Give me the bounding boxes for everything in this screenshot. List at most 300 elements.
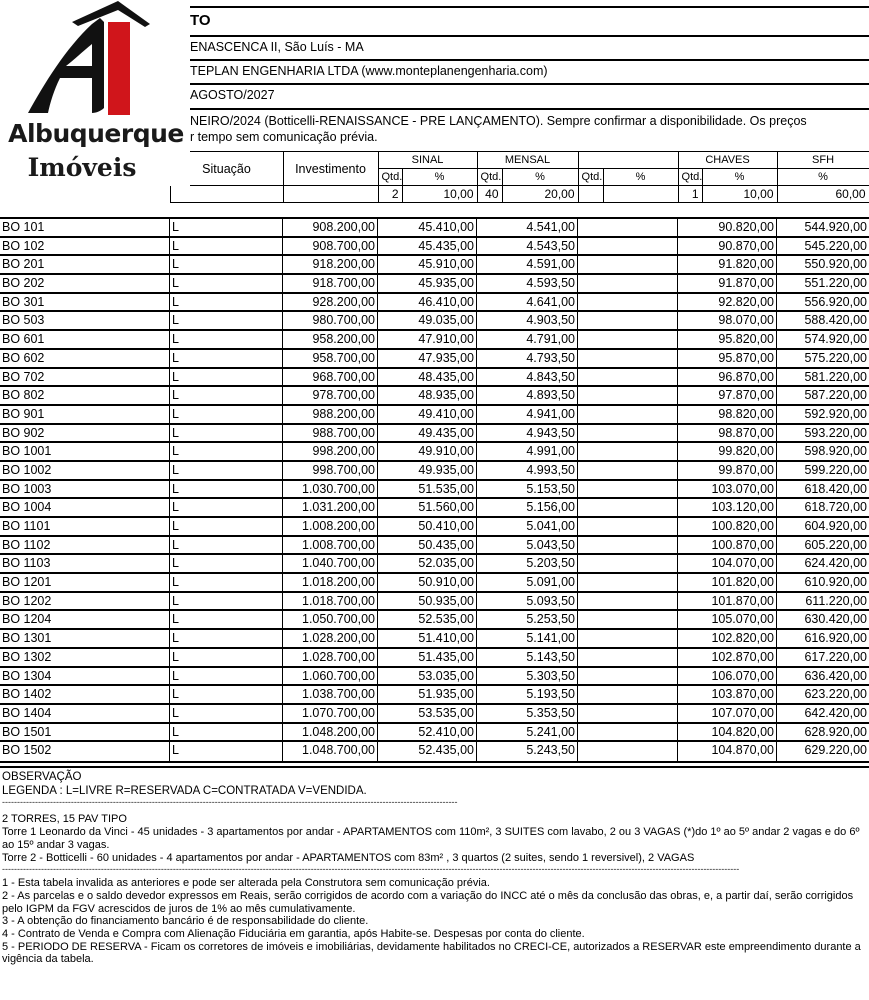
situacao-cell: L	[170, 537, 283, 554]
table-row	[0, 668, 869, 687]
blank-pct-label: %	[603, 169, 678, 186]
situacao-cell: L	[170, 406, 283, 423]
situacao-cell: L	[170, 294, 283, 311]
sfh-cell: 642.420,00	[804, 705, 867, 720]
blank-cell	[578, 668, 678, 685]
situacao-cell: L	[170, 275, 283, 292]
mensal-cell: 4.543,50	[477, 238, 578, 255]
note-1: 1 - Esta tabela invalida as anteriores e pode ser alterada pela Construtora sem comunicação prévia.	[2, 877, 490, 890]
table-row	[0, 256, 869, 275]
blank-cell	[578, 630, 678, 647]
col-chaves: CHAVES	[678, 152, 777, 169]
sinal-cell: 50.935,00	[378, 593, 477, 610]
chaves-cell: 104.070,00	[678, 555, 777, 572]
blank-cell	[578, 574, 678, 591]
table-row	[0, 369, 869, 388]
unit-cell: BO 1102	[0, 537, 170, 554]
table-row	[0, 406, 869, 425]
situacao-spacer	[170, 186, 283, 203]
situacao-cell: L	[170, 686, 283, 703]
table-row	[0, 481, 869, 500]
mensal-cell: 5.091,00	[477, 574, 578, 591]
blank-cell	[578, 275, 678, 292]
investimento-spacer	[283, 186, 378, 203]
table-row	[0, 331, 869, 350]
table-row	[0, 219, 869, 238]
sinal-cell: 50.435,00	[378, 537, 477, 554]
chaves-cell: 99.820,00	[678, 443, 777, 460]
table-row	[0, 462, 869, 481]
sfh-cell: 592.920,00	[804, 406, 867, 421]
blank-cell	[578, 350, 678, 367]
blank-cell	[578, 481, 678, 498]
mensal-cell: 4.641,00	[477, 294, 578, 311]
investimento-cell: 1.040.700,00	[283, 555, 378, 572]
unit-cell: BO 902	[0, 425, 170, 442]
chaves-cell: 107.070,00	[678, 705, 777, 722]
mensal-cell: 5.093,50	[477, 593, 578, 610]
sinal-cell: 52.535,00	[378, 611, 477, 628]
table-row	[0, 499, 869, 518]
mensal-cell: 4.941,00	[477, 406, 578, 423]
sfh-cell: 623.220,00	[804, 687, 867, 702]
situacao-cell: L	[170, 256, 283, 273]
chaves-pct-value: 10,00	[702, 186, 777, 203]
chaves-cell: 102.820,00	[678, 630, 777, 647]
chaves-cell: 90.870,00	[678, 238, 777, 255]
blank-cell	[578, 742, 678, 761]
mensal-cell: 4.991,00	[477, 443, 578, 460]
situacao-cell: L	[170, 649, 283, 666]
investimento-cell: 908.700,00	[283, 238, 378, 255]
tower2-text: Torre 2 - Botticelli - 60 unidades - 4 apartamentos por andar - APARTAMENTOS com 83m² , 3 quartos (2 suites, sendo 1 reversivel), 2 VAGAS	[2, 851, 695, 864]
sinal-cell: 50.910,00	[378, 574, 477, 591]
dashed-separator: ------------------------------------------------------------------------------------------------------------------------------------------------------------------------------------------------------------------------------------------------------	[2, 864, 740, 875]
sinal-cell: 48.935,00	[378, 387, 477, 404]
situacao-cell: L	[170, 499, 283, 516]
sfh-cell: 636.420,00	[804, 668, 867, 683]
sfh-cell: 618.720,00	[804, 500, 867, 515]
investimento-cell: 1.031.200,00	[283, 499, 378, 516]
blank-cell	[578, 294, 678, 311]
table-row	[0, 518, 869, 537]
sfh-cell: 593.220,00	[804, 425, 867, 440]
investimento-cell: 1.028.200,00	[283, 630, 378, 647]
investimento-cell: 1.050.700,00	[283, 611, 378, 628]
chaves-cell: 102.870,00	[678, 649, 777, 666]
blank-cell	[578, 425, 678, 442]
situacao-cell: L	[170, 724, 283, 741]
unit-cell: BO 1402	[0, 686, 170, 703]
sinal-cell: 49.435,00	[378, 425, 477, 442]
chaves-cell: 100.870,00	[678, 537, 777, 554]
unit-cell: BO 1004	[0, 499, 170, 516]
chaves-cell: 104.870,00	[678, 742, 777, 761]
logo-text-albuquerque: Albuquerque	[8, 119, 184, 148]
table-row	[0, 425, 869, 444]
sinal-cell: 49.035,00	[378, 312, 477, 329]
sinal-cell: 50.410,00	[378, 518, 477, 535]
investimento-cell: 1.048.200,00	[283, 724, 378, 741]
situacao-cell: L	[170, 331, 283, 348]
sinal-cell: 45.435,00	[378, 238, 477, 255]
investimento-cell: 988.200,00	[283, 406, 378, 423]
investimento-cell: 1.070.700,00	[283, 705, 378, 722]
unit-cell: BO 1302	[0, 649, 170, 666]
unit-cell: BO 601	[0, 331, 170, 348]
observations-section	[0, 766, 869, 1000]
investimento-cell: 918.200,00	[283, 256, 378, 273]
company-logo	[0, 0, 190, 186]
sfh-cell: 611.220,00	[805, 593, 867, 608]
chaves-cell: 103.120,00	[678, 499, 777, 516]
investimento-cell: 978.700,00	[283, 387, 378, 404]
sfh-cell: 610.920,00	[804, 575, 867, 590]
chaves-cell: 95.820,00	[678, 331, 777, 348]
sfh-cell: 574.920,00	[804, 332, 867, 347]
investimento-cell: 1.008.700,00	[283, 537, 378, 554]
unit-cell: BO 802	[0, 387, 170, 404]
mensal-cell: 5.253,50	[477, 611, 578, 628]
investimento-cell: 1.018.200,00	[283, 574, 378, 591]
table-row	[0, 275, 869, 294]
investimento-cell: 988.700,00	[283, 425, 378, 442]
blank-cell	[578, 649, 678, 666]
chaves-cell: 99.870,00	[678, 462, 777, 479]
col-mensal: MENSAL	[477, 152, 578, 169]
sinal-cell: 45.410,00	[378, 219, 477, 236]
situacao-cell: L	[170, 742, 283, 761]
chaves-cell: 90.820,00	[678, 219, 777, 236]
chaves-cell: 103.870,00	[678, 686, 777, 703]
sinal-cell: 51.560,00	[378, 499, 477, 516]
chaves-cell: 98.070,00	[678, 312, 777, 329]
sinal-cell: 49.910,00	[378, 443, 477, 460]
investimento-cell: 1.030.700,00	[283, 481, 378, 498]
page-title: TO	[190, 12, 211, 29]
col-investimento: Investimento	[283, 152, 378, 186]
table-row	[0, 705, 869, 724]
blank-cell	[578, 518, 678, 535]
situacao-cell: L	[170, 574, 283, 591]
investimento-cell: 1.048.700,00	[283, 742, 378, 761]
col-sfh: SFH	[777, 152, 869, 169]
mensal-cell: 5.303,50	[477, 668, 578, 685]
legend-text: LEGENDA : L=LIVRE R=RESERVADA C=CONTRATADA V=VENDIDA.	[2, 784, 367, 797]
sfh-cell: 556.920,00	[804, 294, 867, 309]
header-rule	[188, 108, 869, 110]
sinal-pct-value: 10,00	[402, 186, 477, 203]
blank-cell	[578, 387, 678, 404]
sfh-cell: 628.920,00	[804, 724, 867, 739]
situacao-cell: L	[170, 555, 283, 572]
header-rule	[188, 59, 869, 61]
blank-cell	[578, 256, 678, 273]
sinal-cell: 47.935,00	[378, 350, 477, 367]
chaves-qtd-value: 1	[678, 186, 702, 203]
col-blank	[578, 152, 678, 169]
note-line-1: NEIRO/2024 (Botticelli-RENAISSANCE - PRE LANÇAMENTO). Sempre confirmar a disponibilidade. Os preços	[190, 114, 807, 128]
mensal-cell: 5.041,00	[477, 518, 578, 535]
sfh-cell: 588.420,00	[804, 313, 867, 328]
blank-qtd-value	[578, 186, 603, 203]
situacao-cell: L	[170, 425, 283, 442]
sinal-cell: 51.410,00	[378, 630, 477, 647]
sfh-pct-label: %	[777, 169, 869, 186]
investimento-cell: 968.700,00	[283, 369, 378, 386]
header-rule	[188, 6, 869, 8]
builder-line: TEPLAN ENGENHARIA LTDA (www.monteplanengenharia.com)	[190, 64, 548, 78]
mensal-cell: 5.243,50	[477, 742, 578, 761]
unit-cell: BO 1502	[0, 742, 170, 761]
note-4: 4 - Contrato de Venda e Compra com Alienação Fiduciária em garantia, após Habite-se. Despesas por conta do cliente.	[2, 928, 585, 941]
mensal-cell: 5.203,50	[477, 555, 578, 572]
unit-cell: BO 202	[0, 275, 170, 292]
table-row	[0, 724, 869, 743]
sfh-cell: 587.220,00	[804, 388, 867, 403]
chaves-cell: 101.870,00	[678, 593, 777, 610]
investimento-cell: 908.200,00	[283, 219, 378, 236]
chaves-cell: 96.870,00	[678, 369, 777, 386]
situacao-cell: L	[170, 481, 283, 498]
note-3: 3 - A obtenção do financiamento bancário é de responsabilidade do cliente.	[2, 915, 369, 928]
blank-cell	[578, 611, 678, 628]
mensal-cell: 4.843,50	[477, 369, 578, 386]
table-row	[0, 574, 869, 593]
table-row	[0, 537, 869, 556]
situacao-cell: L	[170, 238, 283, 255]
mensal-cell: 5.141,00	[477, 630, 578, 647]
sfh-cell: 550.920,00	[804, 257, 867, 272]
mensal-cell: 5.193,50	[477, 686, 578, 703]
blank-cell	[578, 406, 678, 423]
sinal-cell: 53.535,00	[378, 705, 477, 722]
unit-cell: BO 702	[0, 369, 170, 386]
logo-emblem-icon	[0, 0, 190, 125]
sinal-qtd-label: Qtd.	[378, 169, 402, 186]
blank-cell	[578, 443, 678, 460]
situacao-cell: L	[170, 219, 283, 236]
chaves-qtd-label: Qtd.	[678, 169, 702, 186]
chaves-cell: 92.820,00	[678, 294, 777, 311]
chaves-cell: 100.820,00	[678, 518, 777, 535]
sinal-cell: 51.535,00	[378, 481, 477, 498]
table-row	[0, 649, 869, 668]
header-rule	[188, 35, 869, 37]
sfh-cell: 624.420,00	[804, 556, 867, 571]
table-row	[0, 387, 869, 406]
unit-cell: BO 1202	[0, 593, 170, 610]
sfh-cell: 604.920,00	[804, 519, 867, 533]
sfh-cell: 581.220,00	[804, 369, 867, 384]
unit-cell: BO 1101	[0, 518, 170, 535]
blank-cell	[578, 499, 678, 516]
situacao-cell: L	[170, 350, 283, 367]
blank-cell	[578, 331, 678, 348]
mensal-cell: 5.156,00	[477, 499, 578, 516]
sinal-cell: 47.910,00	[378, 331, 477, 348]
sinal-cell: 52.035,00	[378, 555, 477, 572]
table-row	[0, 312, 869, 331]
situacao-cell: L	[170, 518, 283, 535]
investimento-cell: 998.700,00	[283, 462, 378, 479]
chaves-cell: 105.070,00	[678, 611, 777, 628]
blank-cell	[578, 686, 678, 703]
unit-cell: BO 301	[0, 294, 170, 311]
mensal-cell: 4.903,50	[477, 312, 578, 329]
sfh-cell: 599.220,00	[804, 462, 867, 477]
unit-cell: BO 101	[0, 219, 170, 236]
investimento-cell: 918.700,00	[283, 275, 378, 292]
sfh-cell: 575.220,00	[804, 350, 867, 365]
investimento-cell: 1.038.700,00	[283, 686, 378, 703]
unit-cell: BO 1103	[0, 555, 170, 572]
table-row	[0, 555, 869, 574]
table-row	[0, 742, 869, 761]
blank-cell	[578, 724, 678, 741]
table-row	[0, 611, 869, 630]
unit-cell: BO 1301	[0, 630, 170, 647]
mensal-cell: 4.593,50	[477, 275, 578, 292]
sfh-cell: 551.220,00	[804, 276, 867, 291]
mensal-cell: 4.993,50	[477, 462, 578, 479]
blank-cell	[578, 462, 678, 479]
sfh-cell: 598.920,00	[804, 444, 867, 459]
sinal-cell: 53.035,00	[378, 668, 477, 685]
logo-text-imoveis: Imóveis	[27, 153, 137, 182]
tower1-text: Torre 1 Leonardo da Vinci - 45 unidades - 3 apartamentos por andar - APARTAMENTOS com 110m², 3 SUITES com lavabo, 2 ou 3 VAGAS (*)do 1º ao 5º andar 2 vagas e do 6º ao 15º andar 3 vagas.	[2, 826, 860, 851]
sinal-cell: 52.435,00	[378, 742, 477, 761]
unit-cell: BO 901	[0, 406, 170, 423]
sfh-cell: 545.220,00	[804, 238, 867, 253]
unit-cell: BO 503	[0, 312, 170, 329]
chaves-cell: 106.070,00	[678, 668, 777, 685]
mensal-qtd-value: 40	[477, 186, 502, 203]
chaves-cell: 98.820,00	[678, 406, 777, 423]
unit-cell: BO 201	[0, 256, 170, 273]
sfh-cell: 629.220,00	[804, 743, 867, 758]
unit-cell: BO 1501	[0, 724, 170, 741]
mensal-cell: 5.241,00	[477, 724, 578, 741]
situacao-cell: L	[170, 369, 283, 386]
situacao-cell: L	[170, 462, 283, 479]
header-rule	[188, 83, 869, 85]
mensal-pct-label: %	[502, 169, 578, 186]
sfh-pct-value: 60,00	[777, 186, 869, 203]
sfh-cell: 630.420,00	[804, 612, 867, 627]
mensal-cell: 4.541,00	[477, 219, 578, 236]
chaves-cell: 98.870,00	[678, 425, 777, 442]
mensal-cell: 5.043,50	[477, 537, 578, 554]
table-row	[0, 593, 869, 612]
blank-cell	[578, 593, 678, 610]
investimento-cell: 1.008.200,00	[283, 518, 378, 535]
mensal-cell: 5.353,50	[477, 705, 578, 722]
table-row	[0, 443, 869, 462]
observations-title: OBSERVAÇÃO	[2, 771, 82, 783]
mensal-cell: 4.793,50	[477, 350, 578, 367]
chaves-cell: 97.870,00	[678, 387, 777, 404]
situacao-cell: L	[170, 312, 283, 329]
dashed-separator: --------------------------------------------------------------------------------------------------------------------------------------------------------	[2, 797, 458, 808]
situacao-cell: L	[170, 668, 283, 685]
delivery-line: AGOSTO/2027	[190, 88, 275, 102]
sinal-cell: 48.435,00	[378, 369, 477, 386]
unit-cell: BO 1003	[0, 481, 170, 498]
blank-cell	[578, 555, 678, 572]
col-sinal: SINAL	[378, 152, 477, 169]
situacao-cell: L	[170, 443, 283, 460]
unit-cell: BO 1304	[0, 668, 170, 685]
investimento-cell: 958.700,00	[283, 350, 378, 367]
address-line: ENASCENCA II, São Luís - MA	[190, 40, 364, 54]
sinal-cell: 45.910,00	[378, 256, 477, 273]
blank-cell	[578, 219, 678, 236]
sinal-cell: 49.935,00	[378, 462, 477, 479]
blank-qtd-label: Qtd.	[578, 169, 603, 186]
blank-cell	[578, 705, 678, 722]
sfh-cell: 618.420,00	[804, 481, 867, 496]
sinal-qtd-value: 2	[378, 186, 402, 203]
table-row	[0, 238, 869, 257]
situacao-cell: L	[170, 611, 283, 628]
sfh-cell: 616.920,00	[804, 631, 867, 646]
unit-cell: BO 1204	[0, 611, 170, 628]
chaves-cell: 95.870,00	[678, 350, 777, 367]
table-row	[0, 294, 869, 313]
sinal-cell: 45.935,00	[378, 275, 477, 292]
blank-cell	[578, 238, 678, 255]
unit-cell: BO 102	[0, 238, 170, 255]
sfh-cell: 605.220,00	[804, 537, 867, 552]
towers-text: 2 TORRES, 15 PAV TIPO	[2, 813, 127, 826]
blank-cell	[578, 537, 678, 554]
mensal-cell: 4.791,00	[477, 331, 578, 348]
chaves-cell: 91.870,00	[678, 275, 777, 292]
investimento-cell: 1.060.700,00	[283, 668, 378, 685]
situacao-cell: L	[170, 593, 283, 610]
sinal-cell: 49.410,00	[378, 406, 477, 423]
table-row	[0, 630, 869, 649]
unit-cell: BO 1001	[0, 443, 170, 460]
unit-cell: BO 602	[0, 350, 170, 367]
investimento-cell: 928.200,00	[283, 294, 378, 311]
mensal-cell: 4.943,50	[477, 425, 578, 442]
note-2: 2 - As parcelas e o saldo devedor expressos em Reais, serão corrigidos de acordo com a variação do INCC até o mês da conclusão das obras, e, a partir daí, serão corrigidos pelo IGPM da FGV acrescidos de juros de 1% ao mês cumulativamente.	[2, 889, 854, 915]
investimento-cell: 998.200,00	[283, 443, 378, 460]
situacao-cell: L	[170, 630, 283, 647]
sinal-cell: 52.410,00	[378, 724, 477, 741]
mensal-cell: 4.591,00	[477, 256, 578, 273]
situacao-cell: L	[170, 705, 283, 722]
sfh-cell: 544.920,00	[804, 220, 867, 234]
unit-cell: BO 1002	[0, 462, 170, 479]
sinal-cell: 51.435,00	[378, 649, 477, 666]
table-row	[0, 686, 869, 705]
chaves-cell: 91.820,00	[678, 256, 777, 273]
table-row	[0, 350, 869, 369]
mensal-cell: 5.143,50	[477, 649, 578, 666]
investimento-cell: 1.018.700,00	[283, 593, 378, 610]
chaves-pct-label: %	[702, 169, 777, 186]
unit-cell: BO 1201	[0, 574, 170, 591]
chaves-cell: 101.820,00	[678, 574, 777, 591]
mensal-cell: 4.893,50	[477, 387, 578, 404]
note-5: 5 - PERIODO DE RESERVA - Ficam os corretores de imóveis e imobiliárias, devidamente habilitados no CRECI-CE, autorizados a RESERVAR este empreendimento durante a vigência da tabela.	[2, 940, 861, 966]
units-table-body	[0, 217, 869, 763]
chaves-cell: 103.070,00	[678, 481, 777, 498]
sfh-cell: 617.220,00	[804, 649, 867, 664]
